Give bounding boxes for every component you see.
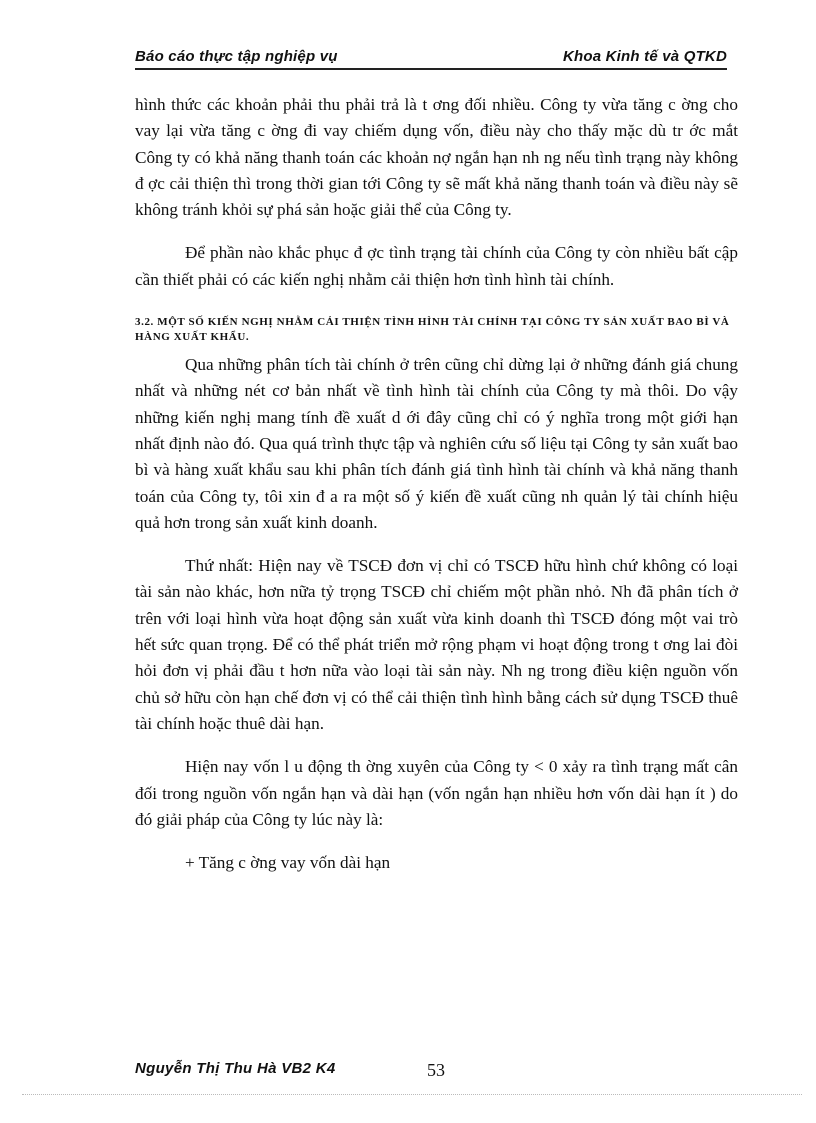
- header-report-title: Báo cáo thực tập nghiệp vụ: [135, 48, 338, 65]
- paragraph-analysis: Qua những phân tích tài chính ở trên cũng chỉ dừng lại ở những đánh giá chung nhất và những nét cơ bản nhất về tình hình tài chính của Công ty mà thôi. Do vậy những kiến nghị mang tính đề xuất d ới đây cũng chỉ có ý nghĩa trong một giới hạn nhất định nào đó. Qua quá trình thực tập và nghiên cứu số liệu tại Công ty sản xuất bao bì và hàng xuất khẩu sau khi phân tích đánh giá tình hình tài chính và khả năng thanh toán của Công ty, tôi xin đ a ra một số ý kiến đề xuất cũng nh quản lý tài chính hiệu quả hơn trong sản xuất kinh doanh.: [135, 355, 738, 532]
- footer-author: Nguyễn Thị Thu Hà VB2 K4: [135, 1060, 336, 1077]
- paragraph-first-recommendation: Thứ nhất: Hiện nay về TSCĐ đơn vị chỉ có TSCĐ hữu hình chứ không có loại tài sản nào khác, hơn nữa tỷ trọng TSCĐ chỉ chiếm một phần nhỏ. Nh đã phân tích ở trên với loại hình vừa hoạt động sản xuất vừa kinh doanh thì TSCĐ đóng một vai trò hết sức quan trọng. Để có thể phát triển mở rộng phạm vi hoạt động trong t ơng lai đòi hỏi đơn vị phải đầu t hơn nữa vào loại tài sản này. Nh ng trong điều kiện nguồn vốn chủ sở hữu còn hạn chế đơn vị có thể cải thiện tình hình bằng cách sử dụng TSCĐ thuê tài chính hoặc thuê dài hạn.: [135, 556, 738, 733]
- page-number: 53: [427, 1060, 445, 1080]
- bullet-long-term-loans: + Tăng c ờng vay vốn dài hạn: [185, 853, 391, 873]
- section-heading: 3.2. MỘT SỐ KIẾN NGHỊ NHẰM CẢI THIỆN TÌNH HÌNH TÀI CHÍNH TẠI CÔNG TY SẢN XUẤT BAO BÌ VÀ HÀNG XUẤT KHẨU.: [135, 316, 730, 344]
- page-footer: [135, 1060, 585, 1084]
- header-faculty: Khoa Kinh tế và QTKD: [562, 48, 727, 65]
- paragraph-working-capital: Hiện nay vốn l u động th ờng xuyên của Công ty < 0 xảy ra tình trạng mất cân đối trong nguồn vốn ngắn hạn và dài hạn (vốn ngắn hạn nhiều hơn vốn dài hạn ít ) do đó giải pháp của Công ty lúc này là:: [135, 757, 738, 829]
- page-edge-divider: [22, 1094, 802, 1095]
- page-body: [135, 92, 738, 876]
- paragraph-remedy: Để phần nào khắc phục đ ợc tình trạng tài chính của Công ty còn nhiều bất cập cần thiết phải có các kiến nghị nhằm cải thiện hơn tình hình tài chính.: [135, 243, 738, 289]
- page-header: [135, 46, 727, 70]
- paragraph-intro: hình thức các khoản phải thu phải trả là t ơng đối nhiều. Công ty vừa tăng c ờng cho vay lại vừa tăng c ờng đi vay chiếm dụng vốn, điều này cho thấy mặc dù tr ớc mắt Công ty có khả năng thanh toán các khoản nợ ngắn hạn nh ng nếu tình trạng này không đ ợc cải thiện thì trong thời gian tới Công ty sẽ mất khả năng thanh toán và điều này sẽ không tránh khỏi sự phá sản hoặc giải thể của Công ty.: [135, 95, 738, 220]
